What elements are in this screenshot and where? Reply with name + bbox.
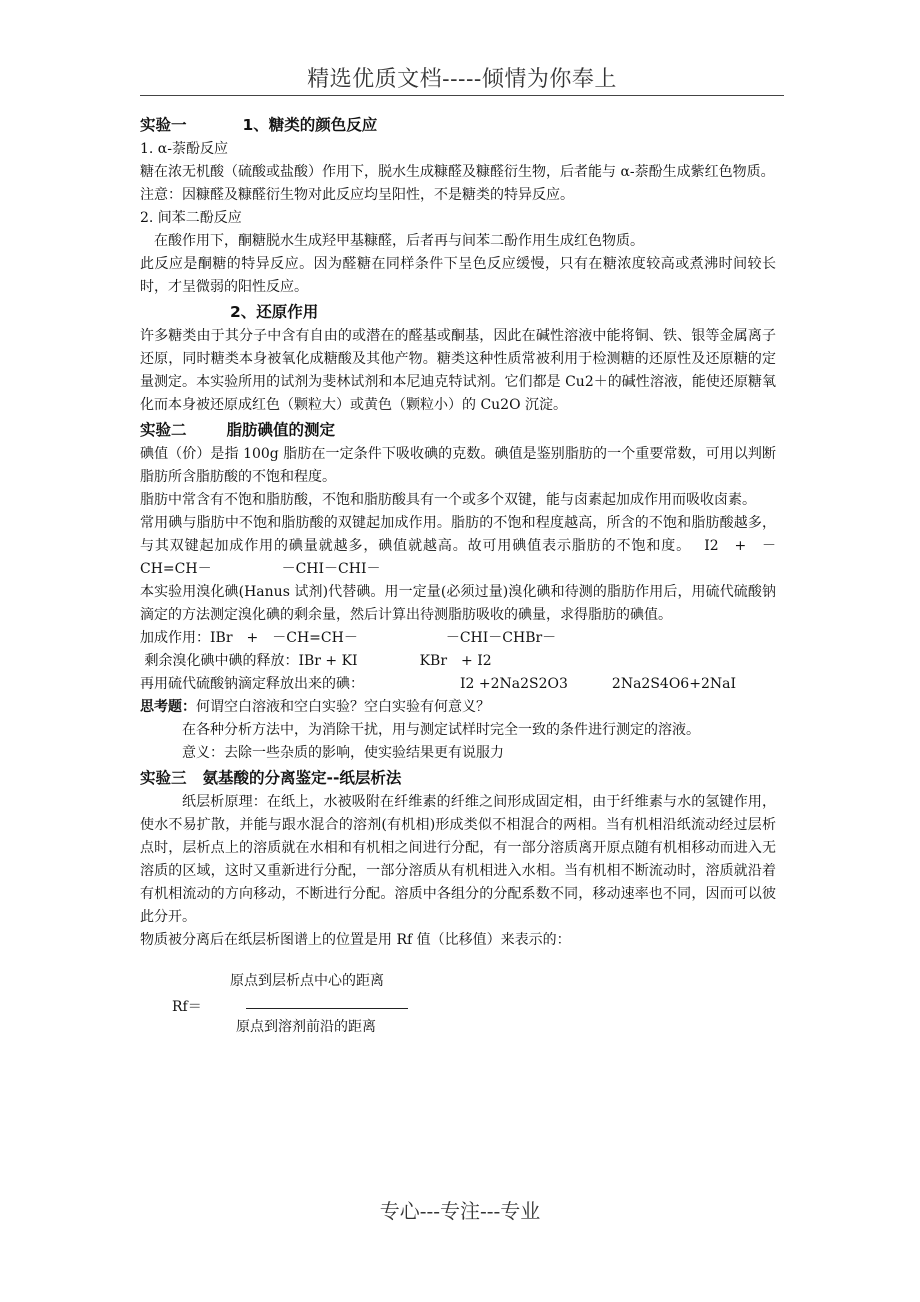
- exp1-paragraph-5: 许多糖类由于其分子中含有自由的或潜在的醛基或酮基，因此在碱性溶液中能将铜、铁、银等金属离子还原，同时糖类本身被氧化成糖酸及其他产物。糖类这种性质常被利用于检测糖的还原性及还原糖的定量测定。本实验所用的试剂为斐林试剂和本尼迪克特试剂。它们都是 Cu2＋的碱性溶液，能使还原糖氧化而本身被还原成红色（颗粒大）或黄色（颗粒小）的 Cu2O 沉淀。: [140, 328, 776, 413]
- exp1-heading-title: 1、糖类的颜色反应: [242, 116, 378, 134]
- exp1-paragraph-2: 注意：因糠醛及糠醛衍生物对此反应均呈阳性，不是糖类的特异反应。: [140, 187, 574, 203]
- exp2-heading-title: 脂肪碘值的测定: [226, 421, 336, 439]
- exp2-paragraph-3-text: 常用碘与脂肪中不饱和脂肪酸的双键起加成作用。脂肪的不饱和程度越高，所含的不饱和脂肪酸越多，与其双键起加成作用的碘量就越多，碘值就越高。故可用碘值表示脂肪的不饱和度。: [140, 515, 776, 554]
- rf-label: Rf＝: [172, 999, 202, 1015]
- exp2-answer-2: 意义：去除一些杂质的影响，使实验结果更有说服力: [182, 745, 504, 761]
- exp2-answer-1: 在各种分析方法中，为消除干扰，用与测定试样时完全一致的条件进行测定的溶液。: [182, 722, 700, 738]
- page-footer: 专心---专注---专业: [379, 1199, 541, 1223]
- rf-numerator: 原点到层析点中心的距离: [230, 973, 384, 989]
- equation-addition: [140, 627, 776, 650]
- exp2-heading: [140, 417, 776, 443]
- document-body: [140, 112, 776, 1052]
- exp2-paragraph-4: 本实验用溴化碘(Hanus 试剂)代替碘。用一定量(必须过量)溴化碘和待测的脂肪作用后，用硫代硫酸钠滴定的方法测定溴化碘的剩余量，然后计算出待测脂肪吸收的碘量，求得脂肪的碘值。: [140, 584, 776, 623]
- exp3-paragraph-1: 纸层析原理：在纸上，水被吸附在纤维素的纤维之间形成固定相，由于纤维素与水的氢键作用，使水不易扩散，并能与跟水混合的溶剂(有机相)形成类似不相混合的两相。当有机相沿纸流动经过层析点时，层析点上的溶质就在水相和有机相之间进行分配，有一部分溶质离开原点随有机相移动而进入无溶质的区域，这时又重新进行分配，一部分溶质从有机相进入水相。当有机相不断流动时，溶质就沿着有机相流动的方向移动，不断进行分配。溶质中各组分的分配系数不同，移动速率也不同，因而可以彼此分开。: [140, 794, 776, 925]
- rf-denominator: 原点到溶剂前沿的距离: [236, 1019, 376, 1035]
- exp3-heading: [140, 765, 776, 791]
- exp1-heading-label: 实验一: [140, 116, 187, 134]
- exp1-paragraph-1: 糖在浓无机酸（硫酸或盐酸）作用下，脱水生成糠醛及糠醛衍生物，后者能与 α-萘酚生成紫红色物质。: [140, 164, 775, 180]
- exp1-sub2-title: 2. 间苯二酚反应: [140, 210, 242, 226]
- exp2-paragraph-3: [140, 512, 776, 581]
- header-divider: [140, 95, 784, 96]
- exp1-heading: [140, 112, 776, 138]
- rf-formula: [140, 970, 776, 1052]
- rf-fraction-bar: [246, 1008, 408, 1009]
- equation-release-right: KBr + I2: [419, 653, 492, 669]
- equation-release: [140, 650, 776, 673]
- exp3-heading-title: 氨基酸的分离鉴定--纸层析法: [202, 769, 402, 787]
- exp2-paragraph-1: 碘值（价）是指 100g 脂肪在一定条件下吸收碘的克数。碘值是鉴别脂肪的一个重要常数，可用以判断脂肪所含脂肪酸的不饱和程度。: [140, 446, 776, 485]
- question-label: 思考题：: [140, 699, 196, 715]
- equation-release-left: 剩余溴化碘中碘的释放：IBr + KI: [144, 653, 358, 669]
- exp3-paragraph-2: 物质被分离后在纸层析图谱上的位置是用 Rf 值（比移值）来表示的：: [140, 932, 571, 948]
- equation-titration-left: 再用硫代硫酸钠滴定释放出来的碘：: [140, 676, 364, 692]
- equation-addition-right: －CHI－CHBr－: [445, 630, 557, 646]
- exp1-paragraph-4: 此反应是酮糖的特异反应。因为醛糖在同样条件下呈色反应缓慢，只有在糖浓度较高或煮沸时间较长时，才呈微弱的阳性反应。: [140, 256, 776, 295]
- exp1-sub1-title: 1. α-萘酚反应: [140, 141, 228, 157]
- exp1-section2-title: 2、还原作用: [230, 303, 319, 321]
- equation-titration-middle: I2 +2Na2S2O3: [460, 676, 568, 692]
- equation-titration-right: 2Na2S4O6+2NaI: [611, 676, 736, 692]
- iodine-addition-equation-right: －CHI－CHI－: [281, 561, 381, 577]
- equation-addition-left: 加成作用：IBr + －CH=CH－: [140, 630, 358, 646]
- exp1-paragraph-3: 在酸作用下，酮糖脱水生成羟甲基糠醛，后者再与间苯二酚作用生成红色物质。: [154, 233, 644, 249]
- page-header: 精选优质文档-----倾情为你奉上: [307, 67, 617, 92]
- iodine-addition-equation-left: I2 + －CH=CH－: [140, 538, 777, 577]
- exp2-heading-label: 实验二: [140, 421, 187, 439]
- question-text: 何谓空白溶液和空白实验？空白实验有何意义？: [196, 699, 490, 715]
- equation-titration: [140, 673, 776, 696]
- exp2-paragraph-2: 脂肪中常含有不饱和脂肪酸，不饱和脂肪酸具有一个或多个双键，能与卤素起加成作用而吸收卤素。: [140, 492, 756, 508]
- exp3-heading-label: 实验三: [140, 769, 187, 787]
- exp2-question: [140, 696, 776, 719]
